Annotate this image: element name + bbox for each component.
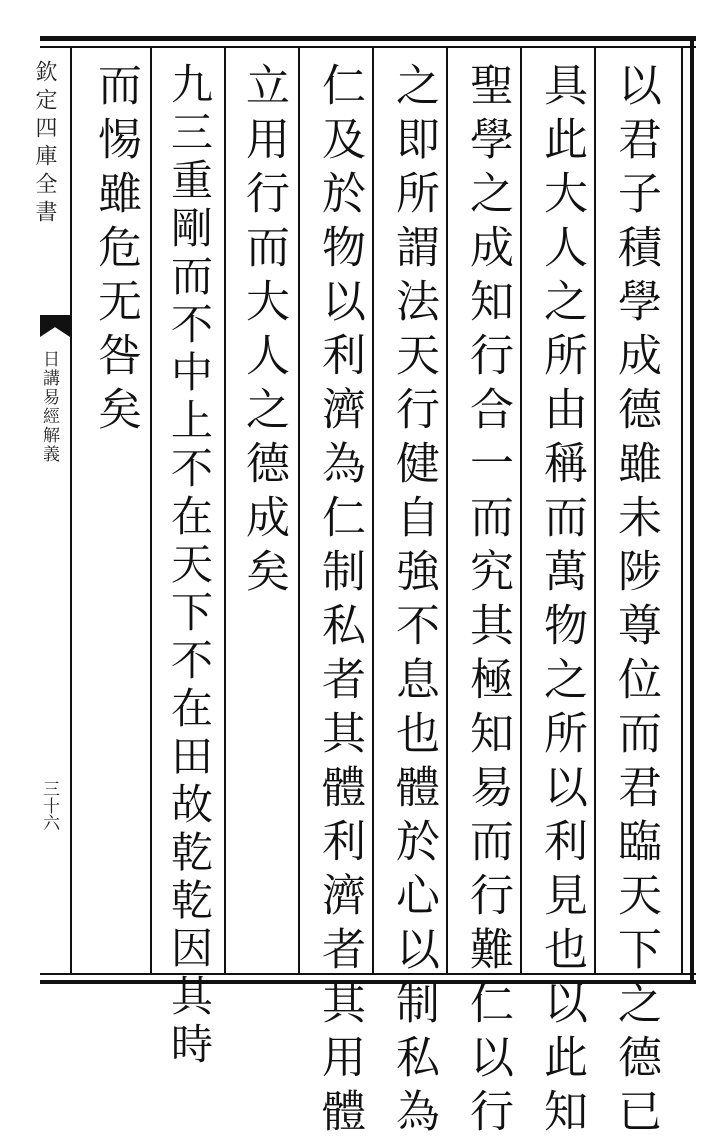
column-rule — [520, 48, 522, 975]
text-column-2: 具此大人之所由稱而萬物之所以利見也以此知 — [536, 62, 587, 1142]
text-column-4: 之即所謂法天行健自強不息也體於心以制私為 — [388, 62, 439, 1142]
text-column-7: 九三重剛而不中上不在天下不在田故乾乾因其時 — [165, 62, 214, 1070]
column-rule — [372, 48, 374, 975]
column-rule — [298, 48, 300, 975]
section-title: 日講易經解義 — [39, 350, 59, 464]
frame-right-inner-border — [681, 46, 683, 975]
column-rule — [224, 48, 226, 975]
frame-right-border — [690, 36, 694, 984]
column-rule — [446, 48, 448, 975]
text-column-5: 仁及於物以利濟為仁制私者其體利濟者其用體 — [314, 62, 365, 1142]
book-title: 欽定四庫全書 — [32, 60, 57, 228]
column-rule — [594, 48, 596, 975]
text-column-6: 立用行而大人之德成矣 — [238, 62, 289, 602]
page-number: 三十六 — [39, 780, 59, 831]
frame-top-border — [40, 36, 696, 41]
text-column-8: 而惕雖危无咎矣 — [90, 62, 141, 440]
frame-top-inner-border — [40, 46, 696, 48]
column-rule — [150, 48, 152, 975]
text-column-1: 以君子積學成德雖未陟尊位而君臨天下之德已 — [610, 62, 661, 1142]
text-column-3: 聖學之成知行合一而究其極知易而行難仁以行 — [462, 62, 513, 1142]
margin-divider — [70, 48, 72, 975]
